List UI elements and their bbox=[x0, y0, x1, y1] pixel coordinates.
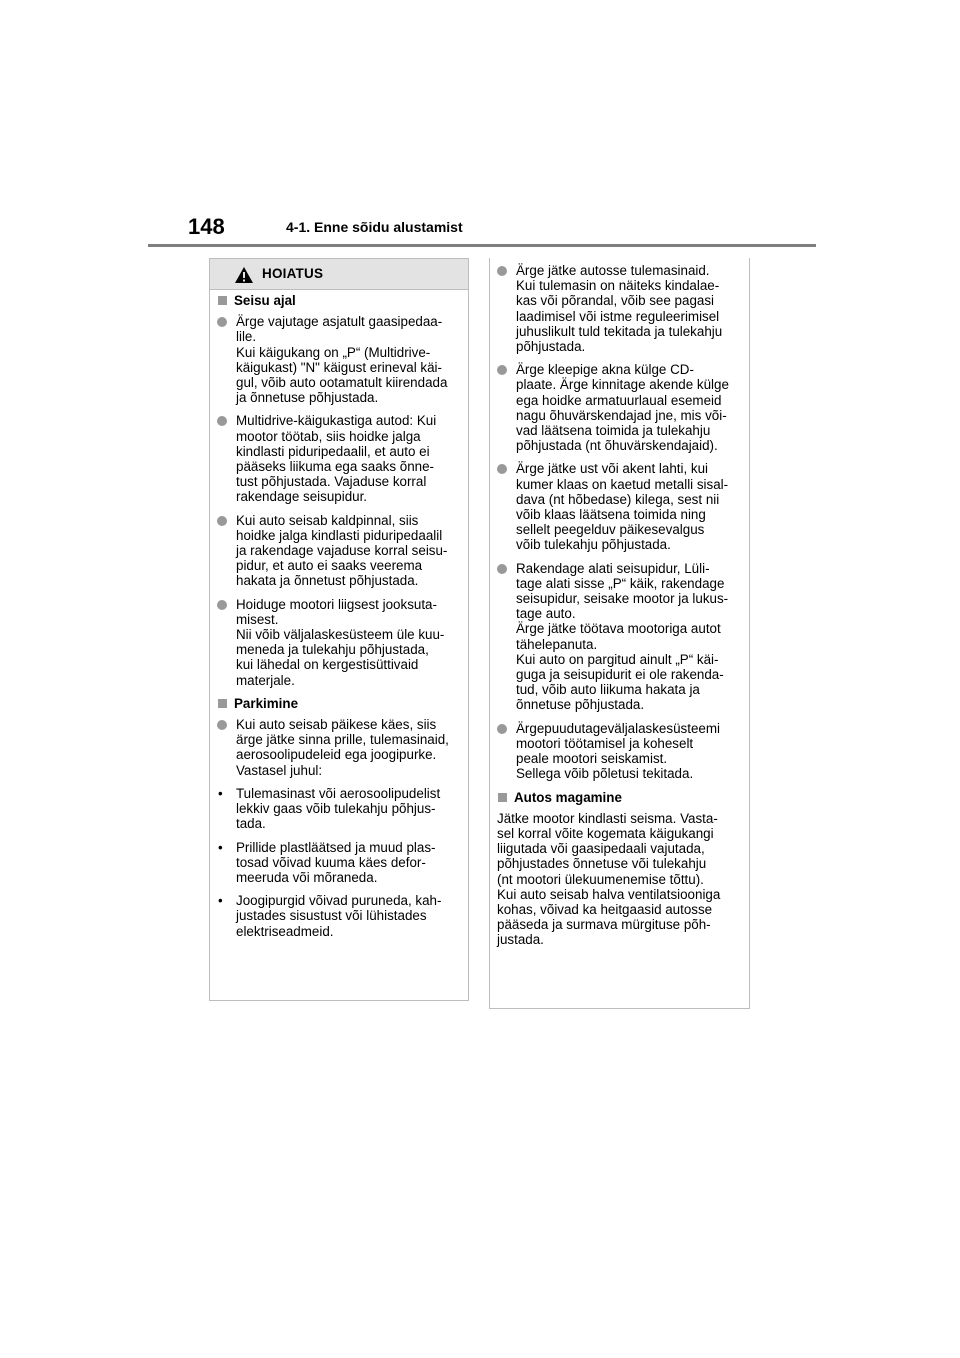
bullet-item bbox=[217, 840, 460, 886]
text-line: vad läätsena toimida ja tulekahju bbox=[516, 423, 711, 439]
text-line: tada. bbox=[236, 816, 266, 832]
warning-box-right bbox=[489, 258, 750, 1009]
text-line: materjale. bbox=[236, 672, 295, 688]
square-bullet-icon bbox=[498, 793, 507, 802]
paragraph bbox=[497, 362, 741, 453]
page-header bbox=[148, 213, 816, 247]
text-line: peale mootori seiskamist. bbox=[516, 751, 668, 767]
text-line: pääseda ja surmava mürgituse põh- bbox=[497, 917, 711, 933]
paragraph bbox=[217, 597, 460, 688]
text-line: Ärge jätke töötava mootoriga autot bbox=[516, 621, 721, 637]
text-line: kas või põrandal, võib see pagasi bbox=[516, 293, 715, 309]
header-rule bbox=[148, 244, 816, 247]
text-line: Jätke mootor kindlasti seisma. Vasta- bbox=[497, 810, 718, 826]
text-line: käigukast) "N" käigust erineval käi- bbox=[236, 359, 442, 375]
text-line: elektriseadmeid. bbox=[236, 923, 334, 939]
text-line: rakendage seisupidur. bbox=[236, 489, 368, 505]
text-line: Kui auto seisab halva ventilatsiooniga bbox=[497, 886, 721, 902]
warning-title: HOIATUS bbox=[262, 266, 324, 281]
square-bullet-icon bbox=[218, 699, 227, 708]
text-line: Multidrive-käigukastiga autod: Kui bbox=[236, 413, 437, 429]
warning-triangle-icon bbox=[234, 266, 254, 284]
text-line: gul, võib auto ootamatult kiirendada bbox=[236, 375, 448, 391]
text-line: Tulemasinast või aerosoolipudelist bbox=[236, 785, 441, 801]
text-line: tage alati sisse „P“ käik, rakendage bbox=[516, 575, 725, 591]
text-line: mootor töötab, siis hoidke jalga bbox=[236, 428, 421, 444]
text-line: Prillide plastläätsed ja muud plas- bbox=[236, 839, 436, 855]
text-line: dava (nt hõbedase) kilega, sest nii bbox=[516, 491, 720, 507]
text-line: juhuslikult tuld tekitada ja tulekahju bbox=[516, 323, 723, 339]
warning-body-right bbox=[490, 258, 749, 948]
text-line: misest. bbox=[236, 611, 279, 627]
text-line: Ärge jätke ust või akent lahti, kui bbox=[516, 461, 709, 477]
text-line: pidur, et auto ei saaks veerema bbox=[236, 558, 423, 574]
text-line: sellelt peegelduv päikesevalgus bbox=[516, 522, 705, 538]
text-line: ärge jätke sinna prille, tulemasinaid, bbox=[236, 732, 449, 748]
paragraph bbox=[497, 461, 741, 552]
circle-bullet-icon bbox=[217, 516, 227, 526]
text-line: Ärge vajutage asjatult gaasipedaa- bbox=[236, 314, 443, 330]
subheading-seisu-ajal bbox=[217, 293, 460, 308]
text-line: nagu õhuvärskendajad jne, mis või- bbox=[516, 407, 727, 423]
text-line: guga ja seisupidurit ei ole rakenda- bbox=[516, 667, 724, 683]
text-line: õnnetuse põhjustada. bbox=[516, 697, 645, 713]
paragraph bbox=[497, 263, 741, 354]
text-line: kindlasti piduripedaalil, et auto ei bbox=[236, 443, 430, 459]
text-line: mootori töötamisel ja koheselt bbox=[516, 735, 694, 751]
text-line: tähelepanuta. bbox=[516, 636, 598, 652]
subheading-text: Seisu ajal bbox=[234, 293, 296, 308]
text-line: ega hoidke armatuurlaual esemeid bbox=[516, 392, 722, 408]
subheading-text: Autos magamine bbox=[514, 789, 622, 805]
text-line: Kui auto on pargitud ainult „P“ käi- bbox=[516, 651, 719, 667]
text-line: Vastasel juhul: bbox=[236, 762, 323, 778]
text-line: Kui käigukang on „P“ (Multidrive- bbox=[236, 344, 431, 360]
text-line: liigutada või gaasipedaali vajutada, bbox=[497, 841, 705, 857]
bullet-char: • bbox=[218, 785, 223, 801]
square-bullet-icon bbox=[218, 296, 227, 305]
text-line: tosad võivad kuuma käes defor- bbox=[236, 854, 426, 870]
circle-bullet-icon bbox=[497, 266, 507, 276]
text-line: tage auto. bbox=[516, 606, 576, 622]
text-line: võib tulekahju põhjustada. bbox=[516, 537, 671, 553]
text-line: hoidke jalga kindlasti piduripedaalil bbox=[236, 527, 443, 543]
warning-header bbox=[210, 259, 468, 290]
subheading-text: Parkimine bbox=[234, 695, 299, 711]
paragraph bbox=[217, 513, 460, 589]
text-line: hakata ja õnnetust põhjustada. bbox=[236, 573, 419, 589]
text-line: kumer klaas on kaetud metalli sisal- bbox=[516, 476, 729, 492]
text-line: kohas, võivad ka heitgaasid autosse bbox=[497, 901, 713, 917]
text-line: kui lähedal on kergestisüttivaid bbox=[236, 657, 419, 673]
page-number: 148 bbox=[188, 214, 225, 239]
paragraph bbox=[497, 721, 741, 782]
circle-bullet-icon bbox=[497, 564, 507, 574]
text-line: Ärge jätke autosse tulemasinaid. bbox=[516, 263, 710, 278]
paragraph bbox=[217, 413, 460, 504]
warning-box-left bbox=[209, 258, 469, 1001]
text-line: justades sisustust või lühistades bbox=[236, 908, 427, 924]
subheading-autos-magamine bbox=[497, 790, 741, 805]
text-line: plaate. Ärge kinnitage akende külge bbox=[516, 377, 729, 393]
text-line: ja õnnetuse põhjustada. bbox=[236, 390, 379, 406]
text-line: meeruda või mõraneda. bbox=[236, 869, 378, 885]
text-line: justada. bbox=[497, 932, 544, 948]
subheading-parkimine bbox=[217, 696, 460, 711]
text-line: laadimisel või istme reguleerimisel bbox=[516, 308, 720, 324]
text-line: sel korral võite kogemata käigukangi bbox=[497, 825, 714, 841]
text-line: põhjustada (nt õhuvärskendajaid). bbox=[516, 438, 718, 454]
text-line: Kui tulemasin on näiteks kindalae- bbox=[516, 278, 720, 294]
paragraph bbox=[497, 561, 741, 713]
text-line: (nt mootori ülekuumenemise tõttu). bbox=[497, 871, 704, 887]
text-line: Nii võib väljalaskesüsteem üle kuu- bbox=[236, 627, 445, 643]
paragraph bbox=[217, 314, 460, 405]
text-line: lile. bbox=[236, 329, 257, 345]
text-line: Kui auto seisab kaldpinnal, siis bbox=[236, 512, 419, 528]
text-line: Ärgepuudutageväljalaskesüsteemi bbox=[516, 720, 720, 736]
text-line: Ärge kleepige akna külge CD- bbox=[516, 362, 694, 378]
text-line: Rakendage alati seisupidur, Lüli- bbox=[516, 560, 710, 576]
text-line: Sellega võib põletusi tekitada. bbox=[516, 766, 694, 782]
section-title: 4-1. Enne sõidu alustamist bbox=[286, 219, 463, 235]
bullet-char: • bbox=[218, 839, 223, 855]
text-line: Joogipurgid võivad puruneda, kah- bbox=[236, 893, 442, 909]
warning-body-left bbox=[210, 290, 468, 939]
text-line: põhjustada. bbox=[516, 339, 586, 355]
text-line: tust põhjustada. Vajaduse korral bbox=[236, 474, 427, 490]
circle-bullet-icon bbox=[497, 724, 507, 734]
text-line: võib klaas läätsena toimida ning bbox=[516, 507, 706, 523]
bullet-char: • bbox=[218, 893, 223, 909]
text-line: Hoiduge mootori liigsest jooksuta- bbox=[236, 596, 437, 612]
circle-bullet-icon bbox=[217, 600, 227, 610]
paragraph bbox=[217, 717, 460, 778]
text-line: põhjustades õnnetuse või tulekahju bbox=[497, 856, 707, 872]
text-line: pääseks liikuma ega saaks õnne- bbox=[236, 459, 434, 475]
text-line: seisupidur, seisake mootor ja lukus- bbox=[516, 591, 729, 607]
text-line: meneda ja tulekahju põhjustada, bbox=[236, 642, 429, 658]
paragraph-plain bbox=[497, 811, 741, 948]
bullet-item bbox=[217, 786, 460, 832]
text-line: ja rakendage vajaduse korral seisu- bbox=[236, 543, 448, 559]
text-line: tud, võib auto liikuma hakata ja bbox=[516, 682, 700, 698]
text-line: lekkiv gaas võib tulekahju põhjus- bbox=[236, 801, 436, 817]
text-line: aerosoolipudeleid ega joogipurke. bbox=[236, 747, 437, 763]
bullet-item bbox=[217, 893, 460, 939]
text-line: Kui auto seisab päikese käes, siis bbox=[236, 717, 437, 733]
